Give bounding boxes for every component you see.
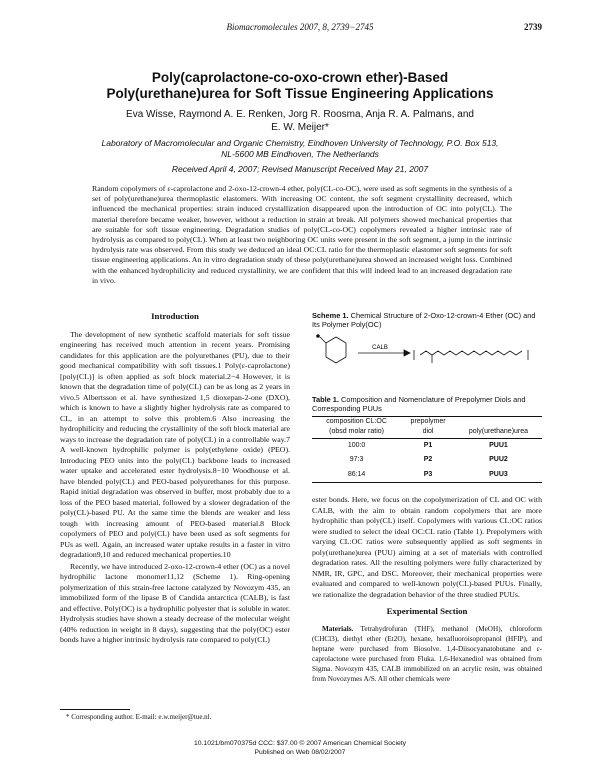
cell-diol: P2 xyxy=(423,456,433,463)
scheme-label: Scheme 1. xyxy=(312,311,349,320)
materials-lead: Materials. xyxy=(322,624,354,633)
table-header-prepolymer xyxy=(401,416,455,427)
scheme-caption xyxy=(312,311,542,329)
experimental-heading: Experimental Section xyxy=(386,606,468,616)
scheme-arrow-label: CALB xyxy=(372,345,388,351)
authors-line-1: Eva Wisse, Raymond A. E. Renken, Jorg R. Roosma, Anja R. A. Palmans, and xyxy=(126,109,474,120)
page-footer xyxy=(0,740,600,757)
authors-line-2: E. W. Meijer* xyxy=(271,122,329,133)
abstract: Random copolymers of ε-caprolactone and 2-oxo-12-crown-4 ether, poly(CL-co-OC), were used as soft segments in the synthesis of a set of poly(urethane)urea thermoplastic elastomers. With increasing OC content, the soft segment crystallinity decreased, which influenced the mechanical properties: strain induced crystallization disappeared upon the introduction of OC into poly(CL). The material therefore became weaker, however, without a reduction in strain at break. All polymers showed mechanical properties that are suitable for soft tissue engineering. Degradation studies of poly(CL-co-OC) copolymers revealed a higher intrinsic rate of hydrolysis as compared to poly(CL). When at least two neighboring OC units were present in the soft segment, a jump in the intrinsic hydrolysis rate was observed. From this study we deduced an ideal OC:CL ratio for the thermoplastic elastomer soft segments for soft tissue engineering applications. An in vitro degradation study of these poly(urethane)urea showed an increased weight loss. Combined with the enhanced hydrophilicity and reduced crystallinity, we are confident that this will indeed lead to an increased degradation rate in vivo. xyxy=(92,184,512,285)
right-column xyxy=(312,311,542,691)
article-title xyxy=(60,70,540,102)
table-row xyxy=(312,438,542,453)
table-1-label: Table 1. xyxy=(312,394,339,404)
cell-puu: PUU1 xyxy=(489,441,508,449)
cell-ratio: 100:0 xyxy=(347,441,366,449)
materials-paragraph xyxy=(312,624,542,684)
scheme-caption-text: Chemical Structure of 2-Oxo-12-crown-4 Ether (OC) and Its Polymer Poly(OC) xyxy=(312,311,536,329)
table-row xyxy=(312,468,542,483)
table-1-caption xyxy=(312,395,542,413)
crown-ether-ring xyxy=(326,337,346,363)
cell-diol: P3 xyxy=(401,468,455,483)
scheme-1-structure xyxy=(312,333,542,381)
affiliation xyxy=(60,138,540,160)
running-header xyxy=(0,22,600,36)
table-header-ratio: (obsd molar ratio) xyxy=(312,427,401,438)
right-column-paragraph: ester bonds. Here, we focus on the copolymerization of CL and OC with CALB, with the aim to obtain random copolymers that are more hydrophilic than poly(CL) itself. Copolymers with various CL:OC ratios were studied to select the ideal OC:CL ratio (Table 1). Prepolymers with varying CL:OC ratios were subsequently applied as soft segments in poly(urethane)urea (PUU) aiming at a set of materials with controlled degradation rates. All the resulting polymers were fully characterized by NMR, IR, GPC, and DSC. Moreover, their mechanical properties were evaluated and compared to well-known poly(CL)-based PUUs. Finally, we rationalize the degradation behavior of the three studied PUUs. xyxy=(312,495,542,599)
title-line-1: Poly(caprolactone-co-oxo-crown ether)-Based xyxy=(151,70,449,85)
table-row xyxy=(312,453,542,468)
table-1 xyxy=(312,416,542,484)
table-1-caption-text: Composition and Nomenclature of Prepolymer Diols and Corresponding PUUs xyxy=(312,394,526,413)
footer-published-line: Published on Web 08/02/2007 xyxy=(254,748,346,756)
cell-diol: P1 xyxy=(423,441,433,449)
table-header-blank xyxy=(455,416,542,427)
table-header-composition xyxy=(312,416,401,427)
affiliation-line-2: NL-5600 MB Eindhoven, The Netherlands xyxy=(221,149,379,159)
table-header-puu: poly(urethane)urea xyxy=(455,427,542,438)
cell-puu: PUU3 xyxy=(455,468,542,483)
affiliation-line-1: Laboratory of Macromolecular and Organic Chemistry, Eindhoven University of Technology, P.O. Box 513, xyxy=(101,138,499,148)
header-composition-line-1: composition CL:OC xyxy=(326,417,387,425)
materials-text: Tetrahydrofuran (THF), methanol (MeOH), chloroform (CHCl3), diethyl ether (Et2O), hexane, hexafluoroisopropanol (HFIP), and heptane were purchased from Biosolve. 1,4-Diisocyanatobutane and ε-caprolactone were purchased from Fluka. 1,6-Hexanediol was obtained from Sigma. Novozym 435, CALB immobilized on an acrylic resin, was obtained from Novozymes A/S. All other chemicals were xyxy=(312,624,542,683)
page-number: 2739 xyxy=(524,22,542,32)
footer-doi-line: 10.1021/bm070375d CCC: $37.00 © 2007 American Chemical Society xyxy=(193,740,407,747)
polymer-chain xyxy=(420,351,522,355)
header-prepolymer-line-1: prepolymer xyxy=(410,417,446,425)
journal-citation: Biomacromolecules 2007, 8, 2739−2745 xyxy=(226,22,374,32)
left-column xyxy=(60,311,290,647)
cell-ratio: 97:3 xyxy=(349,456,364,463)
cell-ratio: 86:14 xyxy=(312,468,401,483)
cell-puu: PUU2 xyxy=(489,456,508,463)
introduction-paragraph-1: The development of new synthetic scaffold materials for soft tissue engineering has received much attention in recent years. Promising candidates for this application are the polyurethanes (PU), due to their good mechanical compatibility with soft tissues.1 Poly(ε-caprolactone) [poly(CL)] is often applied as soft block material.2−4 However, it is known that the degradation time of poly(CL) can be as long as 2 years in vivo.5 Albertsson et al. have synthesized 1,5 dioxepan-2-one (DXO), which is known to have a slightly higher hydrolysis rate as compared to CL, in an attempt to solve this problem.6 Also increasing the hydrophilicity and reducing the crystallinity of the soft block material are ways to increase the degradation rate of poly(CL) in a controllable way.7 A well-known hydrophilic polymer is poly(ethylene oxide) (PEO). Introducing PEO units into the poly(CL) backbone leads to increased water uptake and accelerated ester hydrolysis.8−10 Woodhouse et al. have blended poly(CL) and PEO-based polyurethanes for this purpose. Rapid initial degradation was observed in buffer, most probably due to a loss of the PEO based material, followed by a slower degradation of the poly(CL)-based PU. At the same time the blends are weaker and less tough with increasing amount of PEO-based material.8 Block copolymers of PEO and poly(CL) have been used as soft segments for PUs as well. Again, an increased water uptake results in a faster in vitro degradation9,10 and reduced mechanical properties.10 xyxy=(60,329,290,559)
title-line-2: Poly(urethane)urea for Soft Tissue Engineering Applications xyxy=(106,86,494,101)
footnote-divider xyxy=(60,709,130,710)
corresponding-author-footnote: * Corresponding author. E-mail: e.w.meijer@tue.nl. xyxy=(66,713,212,721)
introduction-heading: Introduction xyxy=(151,311,199,321)
author-list xyxy=(60,108,540,134)
introduction-paragraph-2: Recently, we have introduced 2-oxo-12-crown-4 ether (OC) as a novel hydrophilic lactone monomer11,12 (Scheme 1). Ring-opening polymerization of this strain-free lactone catalyzed by Novozym 435, an immobilized form of the lipase B of Candida antarctica (CALB), is fast and effective. Poly(OC) is a hydrophilic polyester that is soluble in water. Hydrolysis studies have shown a steady decrease of the molecular weight (40% reduction in weight in 8 days), suggesting that the poly(OC) ester bonds have a higher intrinsic hydrolysis rate compared to poly(CL) xyxy=(60,561,290,644)
table-header-diol: diol xyxy=(401,427,455,438)
received-dates: Received April 4, 2007; Revised Manuscript Received May 21, 2007 xyxy=(171,164,429,174)
